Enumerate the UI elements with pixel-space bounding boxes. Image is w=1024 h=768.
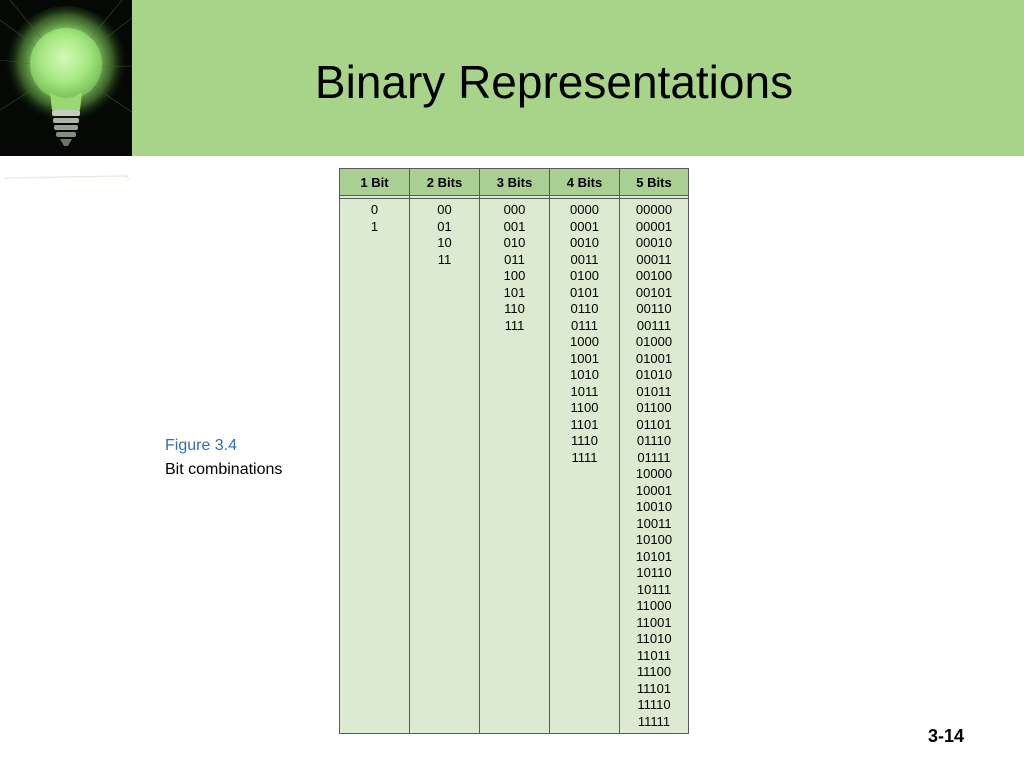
table-cell: 010 [503, 235, 526, 250]
table-column-5-bits [620, 169, 688, 733]
table-cell: 0100 [570, 268, 599, 283]
column-header: 1 Bit [360, 175, 389, 190]
table-cell: 01101 [636, 416, 672, 432]
table-cell: 11010 [636, 631, 672, 646]
table-cell: 110 [504, 301, 525, 316]
table-cell: 11000 [636, 598, 672, 613]
table-cell: 001 [503, 218, 526, 234]
table-cell: 10000 [635, 466, 673, 481]
table-cell: 0110 [570, 301, 599, 316]
table-cell: 111 [504, 317, 525, 333]
bit-combinations-table [339, 168, 689, 734]
table-cell: 01000 [635, 334, 673, 349]
table-cell: 1010 [570, 367, 599, 382]
table-cell: 10111 [636, 581, 672, 597]
column-values [550, 202, 619, 466]
table-cell: 1001 [570, 350, 599, 366]
table-cell: 10100 [635, 532, 673, 547]
table-cell: 11 [437, 251, 452, 267]
table-cell: 1101 [570, 416, 599, 432]
table-cell: 11100 [636, 664, 672, 679]
slide-number: 3-14 [927, 726, 964, 746]
column-header: 5 Bits [636, 175, 672, 190]
table-cell: 11111 [637, 713, 671, 729]
table-cell: 01010 [635, 367, 673, 382]
table-cell: 0001 [570, 218, 599, 234]
table-cell: 0 [370, 202, 379, 217]
table-cell: 0101 [570, 284, 599, 300]
table-cell: 01111 [637, 449, 671, 465]
table-cell: 100 [503, 268, 526, 283]
table-cell: 01100 [636, 400, 672, 415]
table-cell: 10001 [635, 482, 673, 498]
table-cell: 1000 [570, 334, 599, 349]
table-cell: 00001 [635, 218, 673, 234]
table-cell: 11011 [636, 647, 672, 663]
column-values [480, 202, 549, 334]
table-column-3-bits [480, 169, 550, 733]
table-cell: 101 [503, 284, 526, 300]
table-cell: 0011 [570, 251, 599, 267]
table-cell: 0000 [570, 202, 599, 217]
table-cell: 00111 [636, 317, 672, 333]
table-cell: 00110 [636, 301, 672, 316]
table-cell: 10 [437, 235, 452, 250]
table-cell: 00100 [635, 268, 673, 283]
table-cell: 00010 [635, 235, 673, 250]
table-cell: 00101 [635, 284, 673, 300]
table-column-2-bits [410, 169, 480, 733]
table-cell: 00 [437, 202, 452, 217]
column-header: 4 Bits [566, 175, 603, 190]
figure-description: Bit combinations [165, 461, 283, 478]
table-cell: 0010 [570, 235, 599, 250]
table-cell: 1110 [571, 433, 598, 448]
table-cell: 1 [370, 218, 379, 234]
table-cell: 11101 [636, 680, 672, 696]
table-cell: 10110 [636, 565, 672, 580]
table-cell: 01 [437, 218, 452, 234]
column-header: 3 Bits [496, 175, 533, 190]
table-cell: 1011 [570, 383, 599, 399]
table-cell: 10101 [635, 548, 673, 564]
table-cell: 00011 [636, 251, 672, 267]
column-values [620, 202, 688, 730]
table-cell: 01011 [636, 383, 672, 399]
table-cell: 1100 [570, 400, 599, 415]
table-cell: 10010 [635, 499, 673, 514]
light-bulb-icon [0, 0, 132, 156]
logo-decoration [0, 170, 132, 182]
table-cell: 1111 [571, 449, 598, 465]
table-cell: 000 [503, 202, 526, 217]
table-cell: 011 [504, 251, 525, 267]
table-cell: 11001 [636, 614, 672, 630]
table-cell: 00000 [635, 202, 673, 217]
table-cell: 01001 [635, 350, 673, 366]
figure-caption [165, 434, 282, 482]
table-column-1-bit [340, 169, 410, 733]
table-cell: 10011 [636, 515, 672, 531]
figure-label: Figure 3.4 [165, 437, 238, 454]
table-cell: 01110 [636, 433, 672, 448]
column-values [340, 202, 409, 235]
table-cell: 11110 [637, 697, 671, 712]
column-values [410, 202, 479, 268]
table-column-4-bits [550, 169, 620, 733]
table-cell: 0111 [571, 317, 598, 333]
slide-title: Binary Representations [314, 56, 794, 108]
column-header: 2 Bits [426, 175, 463, 190]
